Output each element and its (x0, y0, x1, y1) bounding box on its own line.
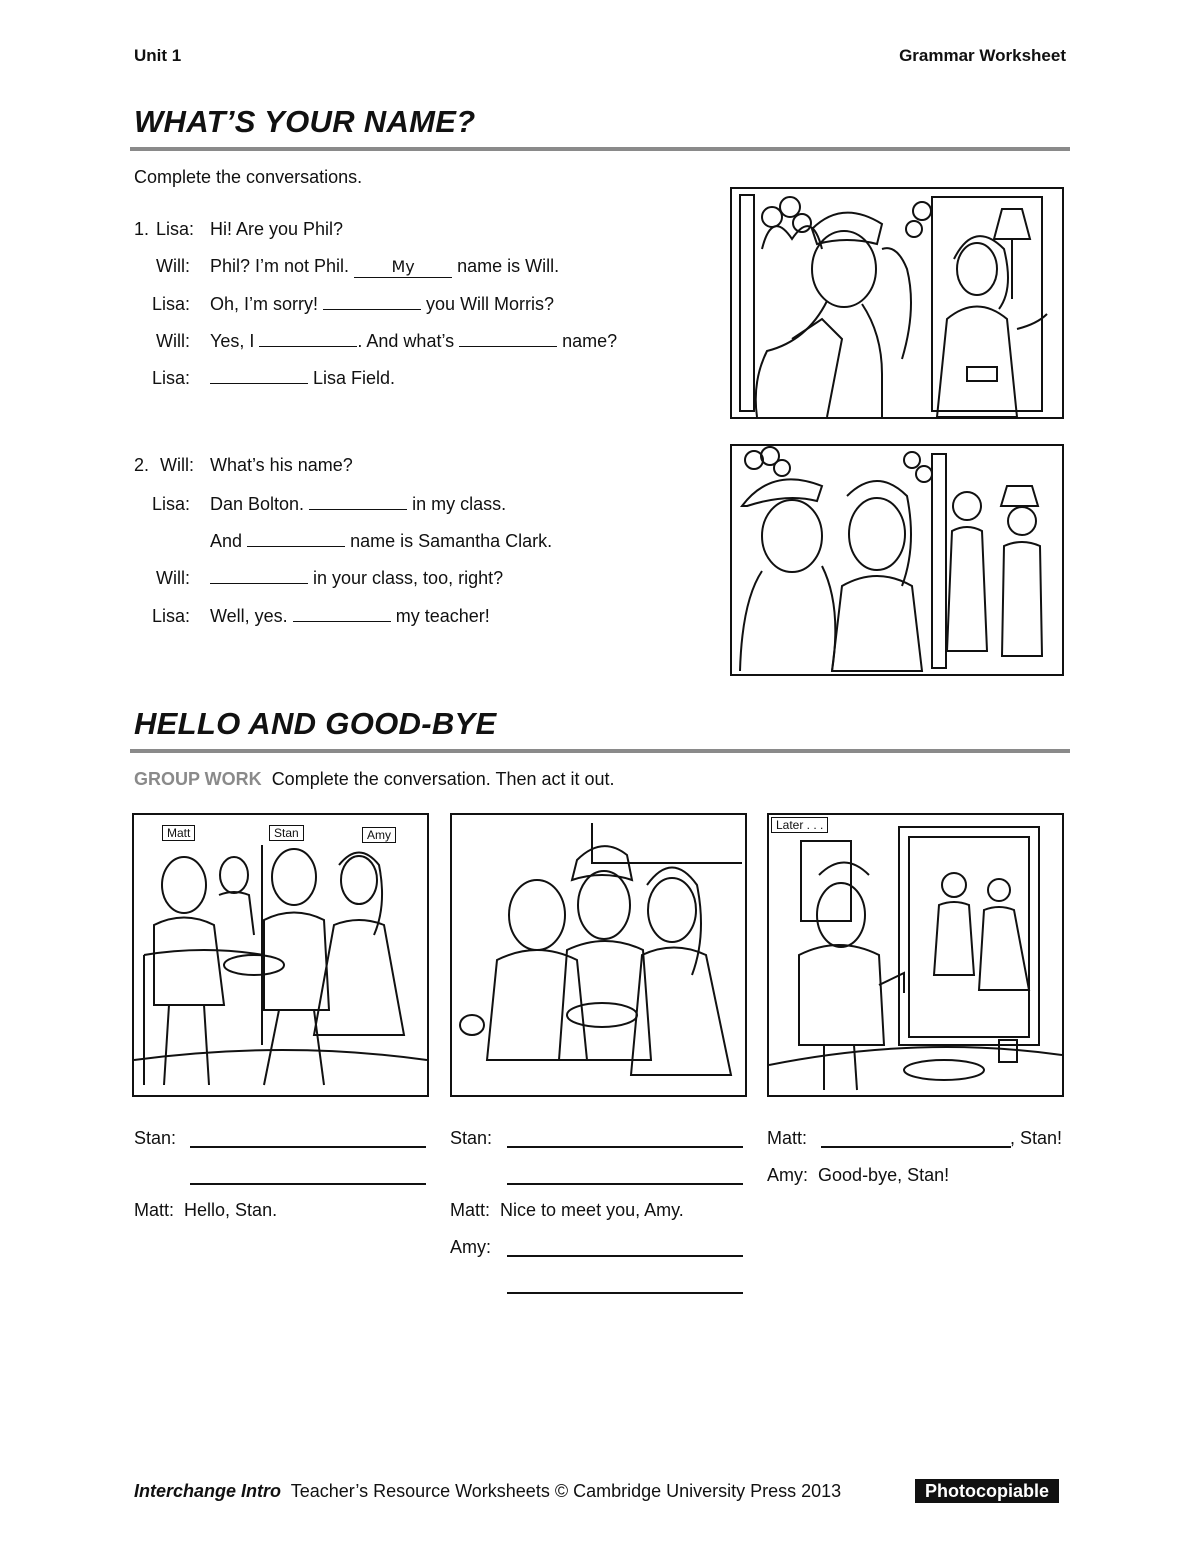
answer-blank-filled[interactable]: My (354, 259, 452, 278)
conv1-line1 (134, 219, 343, 240)
line-text: Nice to meet you, Amy. (500, 1200, 684, 1220)
answer-blank[interactable] (309, 493, 407, 510)
group-work-label: GROUP WORK (134, 769, 262, 789)
conv2-line4 (134, 567, 503, 589)
worksheet-label: Grammar Worksheet (899, 46, 1066, 65)
answer-line[interactable] (190, 1146, 426, 1148)
line-text: Hello, Stan. (184, 1200, 278, 1220)
line-text: name is Will. (457, 256, 560, 276)
copyright-text: Teacher’s Resource Worksheets © Cambridge University Press 2013 (290, 1481, 842, 1501)
line-text: Well, yes. (210, 606, 288, 626)
line-text: Good-bye, Stan! (818, 1165, 950, 1185)
line-text: Yes, I (210, 331, 255, 351)
col3-matt-label: Matt: (767, 1128, 808, 1148)
speaker: Will: (156, 256, 190, 276)
illustration-will-meets-lisa (730, 187, 1064, 419)
section-divider (130, 749, 1070, 753)
instruction: Complete the conversation. Then act it out. (271, 769, 615, 789)
answer-line[interactable] (190, 1183, 426, 1185)
col1-stan-label: Stan: (134, 1128, 177, 1148)
book-title: Interchange Intro (134, 1481, 282, 1501)
col2-stan-label: Stan: (450, 1128, 493, 1148)
cartoon-drawing (732, 446, 1062, 674)
conv1-number: 1. (134, 219, 150, 239)
comic-panel-2 (450, 813, 747, 1097)
line-text: . And what’s (357, 331, 455, 351)
comic-panel-1 (132, 813, 429, 1097)
line-text: Dan Bolton. (210, 494, 305, 514)
line-text: in my class. (412, 494, 507, 514)
answer-blank[interactable] (210, 567, 308, 584)
conv2-line1 (134, 455, 353, 476)
conv1-line5 (134, 367, 395, 389)
unit-label: Unit 1 (134, 46, 182, 65)
answer-blank[interactable] (210, 367, 308, 384)
conv1-line2 (134, 256, 559, 278)
footer-credit (134, 1481, 841, 1502)
section-divider (130, 147, 1070, 151)
answer-blank[interactable] (323, 293, 421, 310)
speaker: Lisa: (156, 219, 195, 239)
answer-line[interactable] (507, 1146, 743, 1148)
answer-blank[interactable] (259, 330, 357, 347)
group-work-instruction (134, 769, 615, 790)
speaker: Will: (156, 331, 190, 351)
answer-line[interactable] (507, 1183, 743, 1185)
line-text: And (210, 531, 243, 551)
speaker: Will: (160, 455, 194, 475)
col3-matt-post: , Stan! (1010, 1128, 1063, 1148)
line-text: name? (562, 331, 618, 351)
cartoon-drawing (134, 815, 427, 1095)
line-text: Oh, I’m sorry! (210, 294, 319, 314)
speaker: Lisa: (151, 368, 190, 388)
conv1-line4 (134, 330, 617, 352)
speaker: Will: (156, 568, 190, 588)
instruction: Complete the conversations. (134, 167, 363, 187)
conv2-line2 (134, 493, 506, 515)
cartoon-drawing (452, 815, 745, 1095)
conv2-number: 2. (134, 455, 150, 475)
answer-blank[interactable] (293, 605, 391, 622)
speaker: Lisa: (151, 294, 190, 314)
illustration-will-and-lisa-class (730, 444, 1064, 676)
answer-blank[interactable] (459, 330, 557, 347)
answer-line[interactable] (507, 1255, 743, 1257)
name-tag-amy: Amy (362, 827, 396, 843)
answer-line[interactable] (507, 1292, 743, 1294)
conv2-line3 (210, 530, 552, 552)
answer-line[interactable] (821, 1146, 1011, 1148)
line-text: in your class, too, right? (313, 568, 504, 588)
name-tag-matt: Matt (162, 825, 195, 841)
line-text: name is Samantha Clark. (350, 531, 553, 551)
photocopiable-badge: Photocopiable (915, 1479, 1059, 1503)
caption-later: Later . . . (771, 817, 828, 833)
conv1-line3 (134, 293, 554, 315)
name-tag-stan: Stan (269, 825, 304, 841)
col1-matt-line (134, 1200, 277, 1221)
speaker: Matt: (450, 1200, 491, 1220)
line-text: Hi! Are you Phil? (210, 219, 344, 239)
line-text: Phil? I’m not Phil. (210, 256, 350, 276)
cartoon-drawing (732, 189, 1062, 417)
col3-amy-line (767, 1165, 949, 1186)
speaker: Amy: (767, 1165, 809, 1185)
answer-blank[interactable] (247, 530, 345, 547)
line-text: my teacher! (395, 606, 490, 626)
conv2-line5 (134, 605, 490, 627)
comic-panel-3 (767, 813, 1064, 1097)
speaker: Lisa: (151, 606, 190, 626)
col2-matt-line (450, 1200, 684, 1221)
line-text: you Will Morris? (426, 294, 555, 314)
speaker: Matt: (134, 1200, 175, 1220)
speaker: Lisa: (151, 494, 190, 514)
cartoon-drawing (769, 815, 1062, 1095)
section-title-whats-your-name: WHAT’S YOUR NAME? (134, 104, 476, 139)
line-text: Lisa Field. (313, 368, 396, 388)
col2-amy-label: Amy: (450, 1237, 492, 1257)
line-text: What’s his name? (210, 455, 353, 475)
section-title-hello-and-goodbye: HELLO AND GOOD-BYE (134, 706, 497, 741)
